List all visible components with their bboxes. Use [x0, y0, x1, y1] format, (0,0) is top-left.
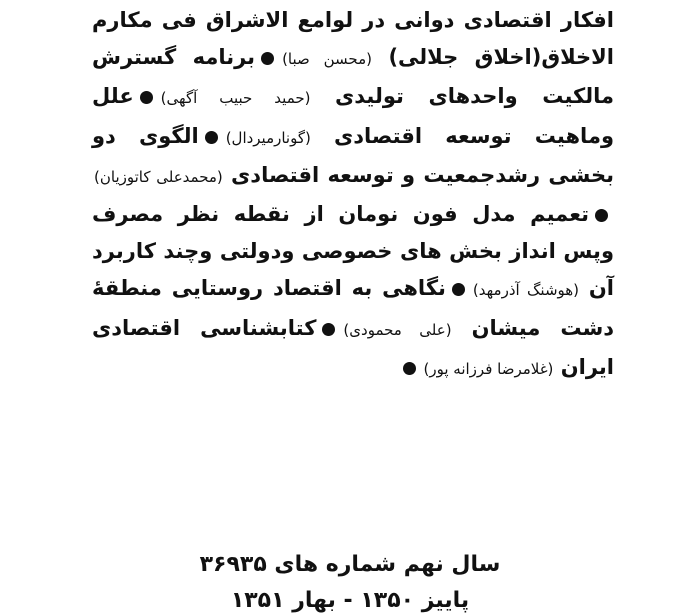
- issue-line: سال نهم شماره های ۳۶۹۳۵: [199, 552, 501, 577]
- entry-author: (حمید حبیب آگهی): [160, 89, 311, 108]
- bullet-icon: [322, 323, 335, 336]
- entry-title: نگاهی به اقتصاد روستایی منطقهٔ دشت میشان: [92, 276, 615, 340]
- entry-title: برنامه گسترش مالکیت واحدهای تولیدی: [92, 45, 615, 109]
- table-of-contents: [92, 2, 614, 388]
- entry-title: تعمیم مدل فون نومان از نقطه نظر مصرف وپس انداز بخش های خصوصی ودولتی وچند کاربرد آن: [92, 202, 614, 301]
- entry-author: (علی محمودی): [343, 320, 452, 339]
- bullet-icon: [140, 91, 153, 104]
- bullet-icon: [261, 52, 274, 65]
- entry-author: (گونارمیردال): [225, 128, 311, 147]
- entry-author: (غلامرضا فرزانه پور): [423, 359, 554, 378]
- entry-title: الگوی دو بخشی رشدجمعیت و توسعه اقتصادی: [92, 123, 614, 187]
- bullet-icon: [205, 131, 218, 144]
- bullet-icon: [452, 283, 465, 296]
- entry-author: (هوشنگ آذرمهد): [472, 281, 580, 300]
- bullet-icon: [403, 362, 416, 375]
- date-line: پاییز ۱۳۵۰ - بهار ۱۳۵۱: [230, 588, 470, 613]
- entry-author: (محسن صبا): [282, 50, 373, 69]
- entry-author: (محمدعلی کاتوزیان): [94, 167, 223, 186]
- bullet-icon: [595, 209, 608, 222]
- entry-title: علل وماهیت توسعه اقتصادی: [92, 84, 614, 148]
- entry-title: کتابشناسی اقتصادی ایران: [92, 315, 614, 379]
- entry-title: افکار اقتصادی دوانی در لوامع الاشراق فی مکارم الاخلاق(اخلاق جلالی): [92, 8, 615, 70]
